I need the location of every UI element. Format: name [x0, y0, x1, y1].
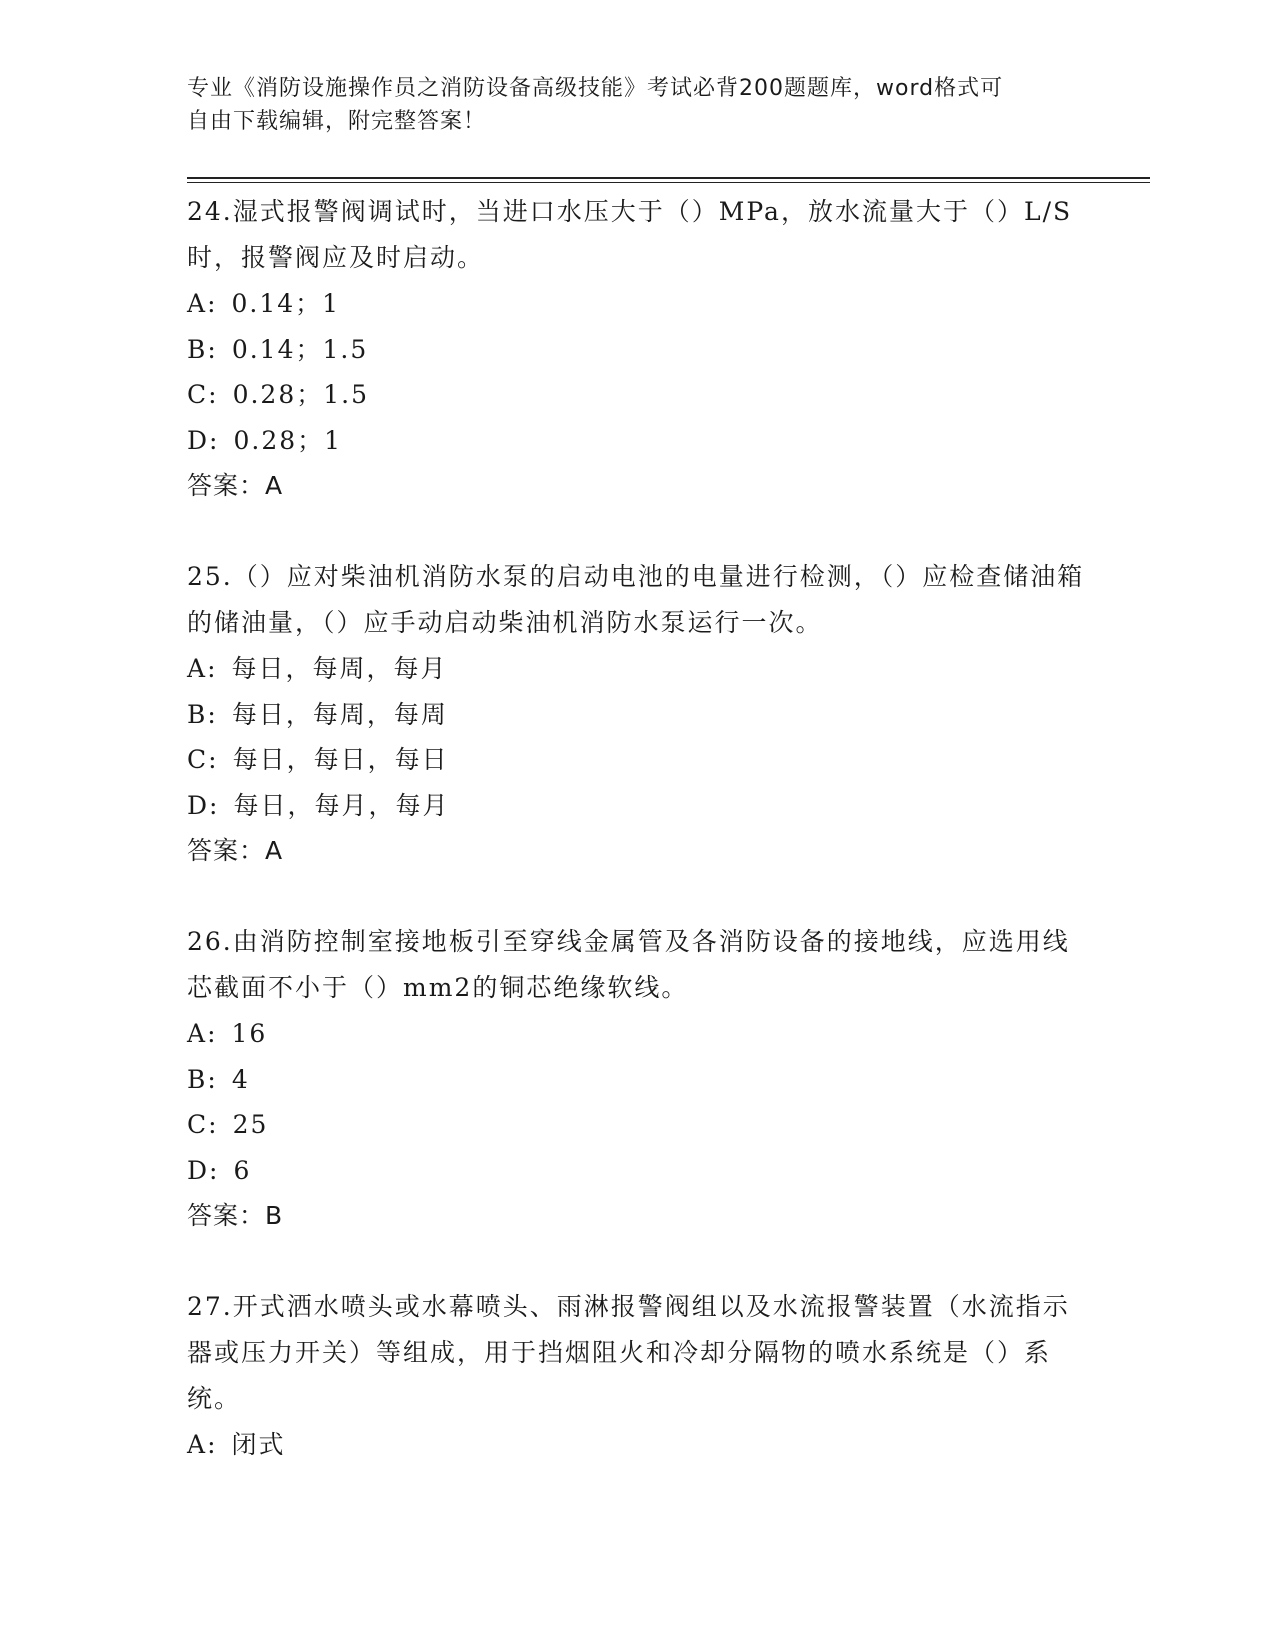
option-text: 0.28；1 — [233, 425, 343, 455]
option-b — [187, 327, 1087, 373]
question-stem: 26.由消防控制室接地板引至穿线金属管及各消防设备的接地线，应选用线芯截面不小于（）mm2的铜芯绝缘软线。 — [187, 927, 1070, 1002]
header-divider-thick — [187, 177, 1150, 179]
option-letter: C — [187, 745, 209, 774]
answer-line — [187, 1193, 1087, 1239]
option-letter: A — [187, 1019, 208, 1048]
option-letter: A — [187, 1430, 208, 1459]
option-letter: C — [187, 1110, 209, 1139]
option-letter: D — [187, 1155, 210, 1185]
option-a — [187, 1011, 1087, 1057]
option-d — [187, 1148, 1087, 1194]
question-24 — [187, 189, 1087, 509]
answer-value: B — [265, 1201, 284, 1230]
option-text: 16 — [231, 1019, 268, 1048]
option-c — [187, 737, 1087, 783]
question-stem: 27.开式洒水喷头或水幕喷头、雨淋报警阀组以及水流报警装置（水流指示器或压力开关）等组成，用于挡烟阻火和冷却分隔物的喷水系统是（）系统。 — [187, 1292, 1070, 1413]
option-text: 0.14；1.5 — [231, 334, 369, 364]
question-26 — [187, 919, 1087, 1239]
option-text: 0.28；1.5 — [232, 380, 370, 409]
answer-label: 答案： — [187, 471, 266, 500]
option-letter: B — [187, 334, 208, 364]
option-separator: : — [207, 699, 218, 729]
option-c — [187, 1102, 1087, 1148]
question-25 — [187, 554, 1087, 874]
answer-value: A — [265, 471, 284, 500]
option-text: 4 — [231, 1064, 250, 1094]
header-divider-thin — [187, 182, 1150, 183]
question-27 — [187, 1284, 1087, 1468]
option-d — [187, 418, 1087, 464]
document-header — [187, 72, 1087, 138]
option-b — [187, 692, 1087, 738]
option-text: 0.14；1 — [231, 289, 341, 318]
option-letter: C — [187, 380, 209, 409]
answer-value: A — [265, 836, 284, 865]
answer-label: 答案： — [187, 1201, 266, 1230]
option-letter: B — [187, 1064, 208, 1094]
option-d — [187, 783, 1087, 829]
option-text: 每日，每周，每周 — [231, 699, 448, 729]
option-separator: : — [208, 380, 219, 409]
header-line-1: 专业《消防设施操作员之消防设备高级技能》考试必背200题题库，word格式可 — [187, 76, 1004, 101]
question-stem: 24.湿式报警阀调试时，当进口水压大于（）MPa，放水流量大于（）L/S时，报警阀应及时启动。 — [187, 197, 1073, 272]
option-b — [187, 1057, 1087, 1103]
option-letter: D — [187, 425, 210, 455]
option-separator: : — [207, 289, 218, 318]
answer-line — [187, 828, 1087, 874]
option-letter: D — [187, 790, 210, 820]
option-separator: : — [208, 1110, 219, 1139]
option-separator: : — [209, 1155, 220, 1185]
option-text: 每日，每月，每月 — [233, 790, 450, 820]
option-separator: : — [207, 654, 218, 683]
option-letter: A — [187, 654, 208, 683]
option-separator: : — [207, 1430, 218, 1459]
answer-line — [187, 463, 1087, 509]
answer-label: 答案： — [187, 836, 266, 865]
option-letter: B — [187, 699, 208, 729]
option-text: 6 — [233, 1155, 252, 1185]
option-text: 闭式 — [231, 1430, 286, 1459]
header-line-2: 自由下载编辑，附完整答案！ — [187, 109, 487, 134]
option-separator: : — [207, 1019, 218, 1048]
option-a — [187, 281, 1087, 327]
option-text: 每日，每日，每日 — [232, 745, 449, 774]
option-letter: A — [187, 289, 208, 318]
option-separator: : — [208, 745, 219, 774]
option-separator: : — [207, 1064, 218, 1094]
option-a — [187, 1422, 1087, 1468]
option-a — [187, 646, 1087, 692]
option-c — [187, 372, 1087, 418]
option-text: 每日，每周，每月 — [231, 654, 448, 683]
option-separator: : — [207, 334, 218, 364]
question-stem: 25.（）应对柴油机消防水泵的启动电池的电量进行检测，（）应检查储油箱的储油量，（）应手动启动柴油机消防水泵运行一次。 — [187, 562, 1085, 637]
question-list — [187, 189, 1087, 1513]
option-separator: : — [209, 425, 220, 455]
option-text: 25 — [232, 1110, 269, 1139]
option-separator: : — [209, 790, 220, 820]
